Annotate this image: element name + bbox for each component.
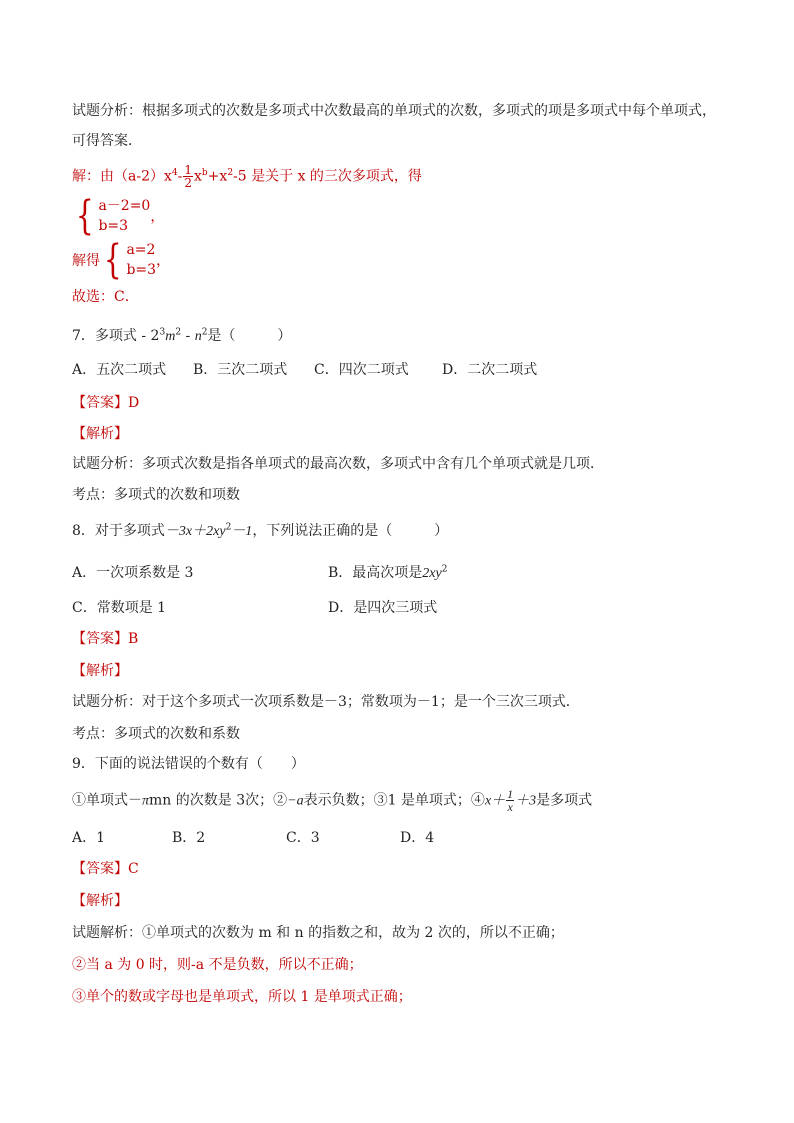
item-text: 是多项式 [536,792,593,809]
analysis-label: 【解析】 [72,426,128,442]
solved-label: 解得 [72,253,100,269]
punctuation: ， [150,209,165,225]
option-d: D．4 [400,830,435,846]
item-text: ①单项式－ [72,792,142,809]
variable: x [194,168,202,185]
math-expression: －1 [231,524,253,539]
analysis-label: 【解析】 [72,893,128,909]
option-c: C．常数项是 1 [72,600,167,616]
math-expression: －3x＋2xy [164,524,226,539]
stem-text: 7．多项式 - 2 [72,328,160,344]
exponent: 3 [159,327,166,338]
exponent: 2 [227,167,234,178]
item-text: mn 的次数是 3次；② [149,792,288,809]
question-8-stem [72,521,448,542]
exponent: b [201,167,208,178]
equation-row: b=3 [98,218,129,234]
point-text: 考点：多项式的次数和系数 [72,726,240,742]
math-expression: −a [287,793,304,809]
solved-system [72,237,171,283]
question-7-stem [72,326,291,347]
exponent: 2 [175,327,182,338]
analysis-text: 试题分析：对于这个多项式一次项系数是－3；常数项为－1；是一个三次三项式． [72,694,580,710]
option-d: D．是四次三项式 [328,600,438,616]
solution-line: 解：由$(a-2)x^4-$ $\frac{1}{2}$ $x^b+x^2-5$ 是关于 x 的三次多项式，得 [72,163,422,190]
analysis-text: ②当 a 为 0 时，则-a 不是负数，所以不正确； [72,957,363,973]
solution-text: 解：由（a-2）x [72,168,172,185]
fraction: $\frac{1}{2}$ [184,163,192,190]
answer-label: 【答案】C [72,861,139,877]
stem-text: ，下列说法正确的是（ ） [252,523,449,539]
exponent: 2 [225,522,232,533]
point-text: 考点：多项式的次数和项数 [72,487,240,503]
pi-symbol: π [142,793,150,809]
option-a: A．一次项系数是 3 [72,565,194,581]
stem-text: 8．对于多项式 [72,523,165,539]
brace-icon: { [75,193,94,239]
equation-row: a－2=0 [98,198,151,214]
item-text: 表示负数；③1 是单项式；④ [303,792,485,809]
option-c: C．四次二项式 [314,362,409,378]
math-expression: x＋ [484,793,506,809]
stem-text: 是（ ） [207,328,292,344]
brace-icon: { [103,237,122,283]
equation-row: a=2 [126,242,156,258]
analysis-line: 可得答案． [72,133,142,149]
analysis-text: 试题解析：①单项式的次数为 m 和 n 的指数之和，故为 2 次的，所以不正确； [72,925,564,941]
answer-label: 【答案】D [72,395,140,411]
solution-text: -5 是关于 x 的三次多项式，得 [233,168,422,185]
exponent: 2 [201,327,208,338]
punctuation: ， [156,253,171,269]
math-expression: ＋3 [515,793,537,809]
option-b: B．2 [172,830,206,846]
solution-text: +x [207,168,228,185]
analysis-text: 试题分析：多项式次数是指各单项式的最高次数，多项式中含有几个单项式就是几项． [72,456,604,472]
question-9-stem: 9．下面的说法错误的个数有（ ） [72,756,305,772]
answer-label: 【答案】B [72,631,139,647]
option-b [328,563,447,584]
choice-line: 故选：C． [72,289,139,305]
analysis-line: 试题分析：根据多项式的次数是多项式中次数最高的单项式的次数，多项式的项是多项式中每个单项式， [72,103,716,119]
equation-system [72,193,165,239]
option-c: C．3 [286,830,320,846]
fraction: $\frac{1}{x}$ [507,787,514,814]
option-text: B．最高次项是 [328,565,423,581]
option-b: B．三次二项式 [193,362,288,378]
question-9-items [72,788,592,813]
math-expression: 2xy [422,566,442,581]
analysis-text: ③单个的数或字母也是单项式，所以 1 是单项式正确； [72,989,412,1005]
stem-text: - [181,328,195,344]
exponent: 4 [171,167,178,178]
variable: m [165,329,176,344]
option-a: A．五次二项式 [72,362,167,378]
analysis-label: 【解析】 [72,663,128,679]
equation-row: b=3 [126,262,157,278]
option-d: D．二次二项式 [442,362,538,378]
variable: n [194,329,202,344]
exponent: 2 [441,564,448,575]
option-a: A．1 [72,830,106,846]
